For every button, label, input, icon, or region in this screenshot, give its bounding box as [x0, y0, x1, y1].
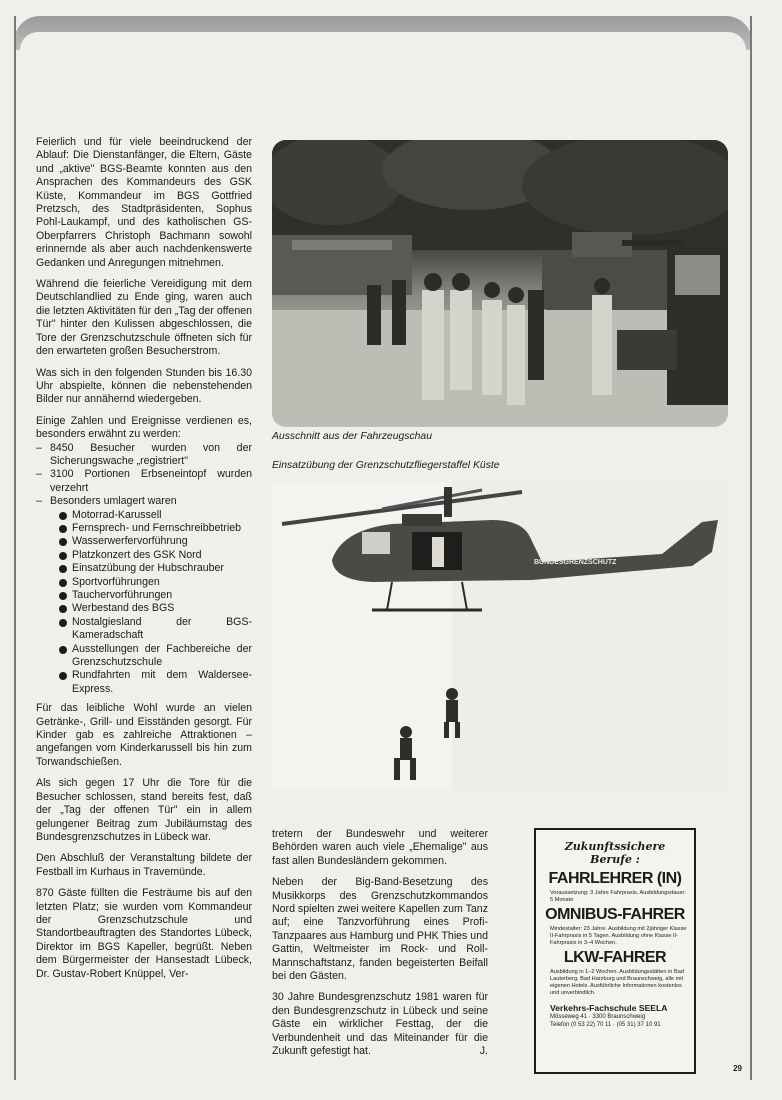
ad-job-title: OMNIBUS-FAHRER: [545, 906, 685, 923]
ad-job-title: LKW-FAHRER: [563, 949, 667, 966]
advertisement-box: [534, 828, 696, 1074]
list-item: – 8450 Besucher wurden von der Sicherungswache „registriert": [36, 442, 252, 469]
ad-job-info: Mindestalter: 23 Jahre. Ausbildung mit 2jähriger Klasse II-Fahrpraxis in 5 Tagen. Ausbildung ohne Klasse II-Fahrpraxis in 3–4 Wochen.: [550, 926, 687, 946]
ad-heading: Zukunftssichere Berufe :: [564, 840, 666, 866]
paragraph: 870 Gäste füllten die Festräume bis auf den letzten Platz; sie wurden vom Kommandeur der Grenzschutzschule und Standortbeauftragten des Standortes Lübeck, Direktor im BGS Kapeller, begrüßt. Neben dem Bürgermeister der Hansestadt Lübeck, Dr. Gustav-Robert Knüppel, Ver-: [36, 887, 252, 980]
list-item: Motorrad-Karussell: [58, 509, 252, 522]
paragraph: Für das leibliche Wohl wurde an vielen Getränke-, Grill- und Eisständen gesorgt. Für Kinder gab es zahlreiche Attraktionen – angefangen vom Kinderkarussell bis hin zum Torwandschießen.: [36, 702, 252, 768]
ad-job-title: FAHRLEHRER (IN): [548, 870, 682, 887]
paragraph: Während die feierliche Vereidigung mit dem Deutschlandlied zu Ende ging, waren auch die letzten Aktivitäten für den „Tag der offenen Tür" hinter den Kulissen abgeschlossen, die Tore der Grenzschutzschule öffneten sich für den erwarteten großen Besucherstrom.: [36, 278, 252, 358]
ad-job-info: Voraussetzung: 3 Jahre Fahrpraxis, Ausbildungsdauer: 5 Monate: [550, 890, 686, 903]
list-item-label: Besonders umlagert waren: [50, 495, 177, 508]
helicopter-photo: [272, 482, 728, 790]
ad-job-info: Ausbildung in 1–2 Wochen. Ausbildungsstätten in Bad Lauterberg, Bad Harzburg und Braunschweig, alle mit eigenen Hotels. Ausführliche Informationen kostenlos und unverbindlich.: [550, 969, 684, 996]
list-item: Sportvorführungen: [58, 576, 252, 589]
ad-address: Mösseweg 41 · 3300 Braunschweig: [550, 1014, 646, 1020]
helicopter-illustration: [272, 482, 728, 790]
list-item: Werbestand des BGS: [58, 602, 252, 615]
list-item: Rundfahrten mit dem Waldersee-Express.: [58, 669, 252, 696]
vehicle-show-photo: [272, 140, 728, 427]
paragraph: Einige Zahlen und Ereignisse verdienen es, besonders erwähnt zu werden:: [36, 414, 252, 441]
list-item: Tauchervorführungen: [58, 589, 252, 602]
paragraph: Was sich in den folgenden Stunden bis 16.30 Uhr abspielte, können die nebenstehenden Bilder nur annähernd wiedergeben.: [36, 366, 252, 406]
list-item: Wasserwerfervorführung: [58, 535, 252, 548]
paragraph: Feierlich und für viele beeindruckend der Ablauf: Die Dienstanfänger, die Eltern, Gäste und „aktive" BGS-Beamte konnten aus den Ansprachen des Kommandeurs des GSK Küste, Kommandeur im BGS Gottfried Pretzsch, des Stadtpräsidenten, Sophus Pohl-Laukampf, und des katholischen GS-Oberpfarrers Christoph Bachmann sowohl erinnernde als aber auch nachdenkenswerte Gedanken und Anregungen mitnehmen.: [36, 136, 252, 269]
left-column: [36, 136, 252, 989]
photo-caption: Ausschnitt aus der Fahrzeugschau: [272, 431, 432, 442]
paragraph: Den Abschluß der Veranstaltung bildete der Festball im Kurhaus in Travemünde.: [36, 852, 252, 878]
attractions-list: [58, 509, 252, 697]
ad-school-name: Verkehrs-Fachschule SEELA: [550, 1003, 668, 1013]
facts-list: [36, 442, 252, 697]
list-item: Fernsprech- und Fernschreibbetrieb: [58, 522, 252, 535]
paragraph-text: 30 Jahre Bundesgrenzschutz 1981 waren für den Bundesgrenzschutz in Lübeck und seine Gäste ein wirklicher Festtag, der die Verbundenheit und das Miteinander für die Zukunft gefestigt hat.: [272, 991, 488, 1058]
paragraph: Als sich gegen 17 Uhr die Tore für die Besucher schlossen, stand bereits fest, daß der „Tag der offenen Tür" ein in allem gelungener Beitrag zum Jubiläumstag des Bundesgrenzschutzes in Lübeck war.: [36, 777, 252, 843]
photo-caption: Einsatzübung der Grenzschutzfliegerstaffel Küste: [272, 460, 500, 471]
paragraph: [272, 991, 488, 1058]
list-item: [36, 495, 252, 696]
list-item: Ausstellungen der Fachbereiche der Grenzschutzschule: [58, 643, 252, 670]
author-initial: J.: [479, 1045, 488, 1058]
vehicle-show-illustration: [272, 140, 728, 427]
paragraph: tretern der Bundeswehr und weiterer Behörden waren auch viele „Ehemalige" aus fast allen Bundesländern gekommen.: [272, 828, 488, 867]
ad-phone: Telefon (0 53 22) 70 11 · (05 31) 37 10 91: [550, 1022, 661, 1028]
list-item: Einsatzübung der Hubschrauber: [58, 562, 252, 575]
page-number: 29: [733, 1064, 742, 1073]
middle-column: [272, 828, 488, 1067]
paragraph: Neben der Big-Band-Besetzung des Musikkorps des Grenzschutzkommandos Nord spielten zwei weitere Kapellen zum Tanz auf; eine Tanzvorführung eines Profi-Tanzpaares aus Hamburg und PHK Thies und Gattin, Weltmeister im Rock- und Roll-Mannschaftstanz, fanden begeisterten Beifall bei den Gästen.: [272, 876, 488, 983]
list-item: – 3100 Portionen Erbseneintopf wurden verzehrt: [36, 468, 252, 495]
list-item: Nostalgiesland der BGS-Kameradschaft: [58, 616, 252, 643]
helicopter-label: BUNDESGRENZSCHUTZ: [534, 559, 617, 566]
list-item: Platzkonzert des GSK Nord: [58, 549, 252, 562]
